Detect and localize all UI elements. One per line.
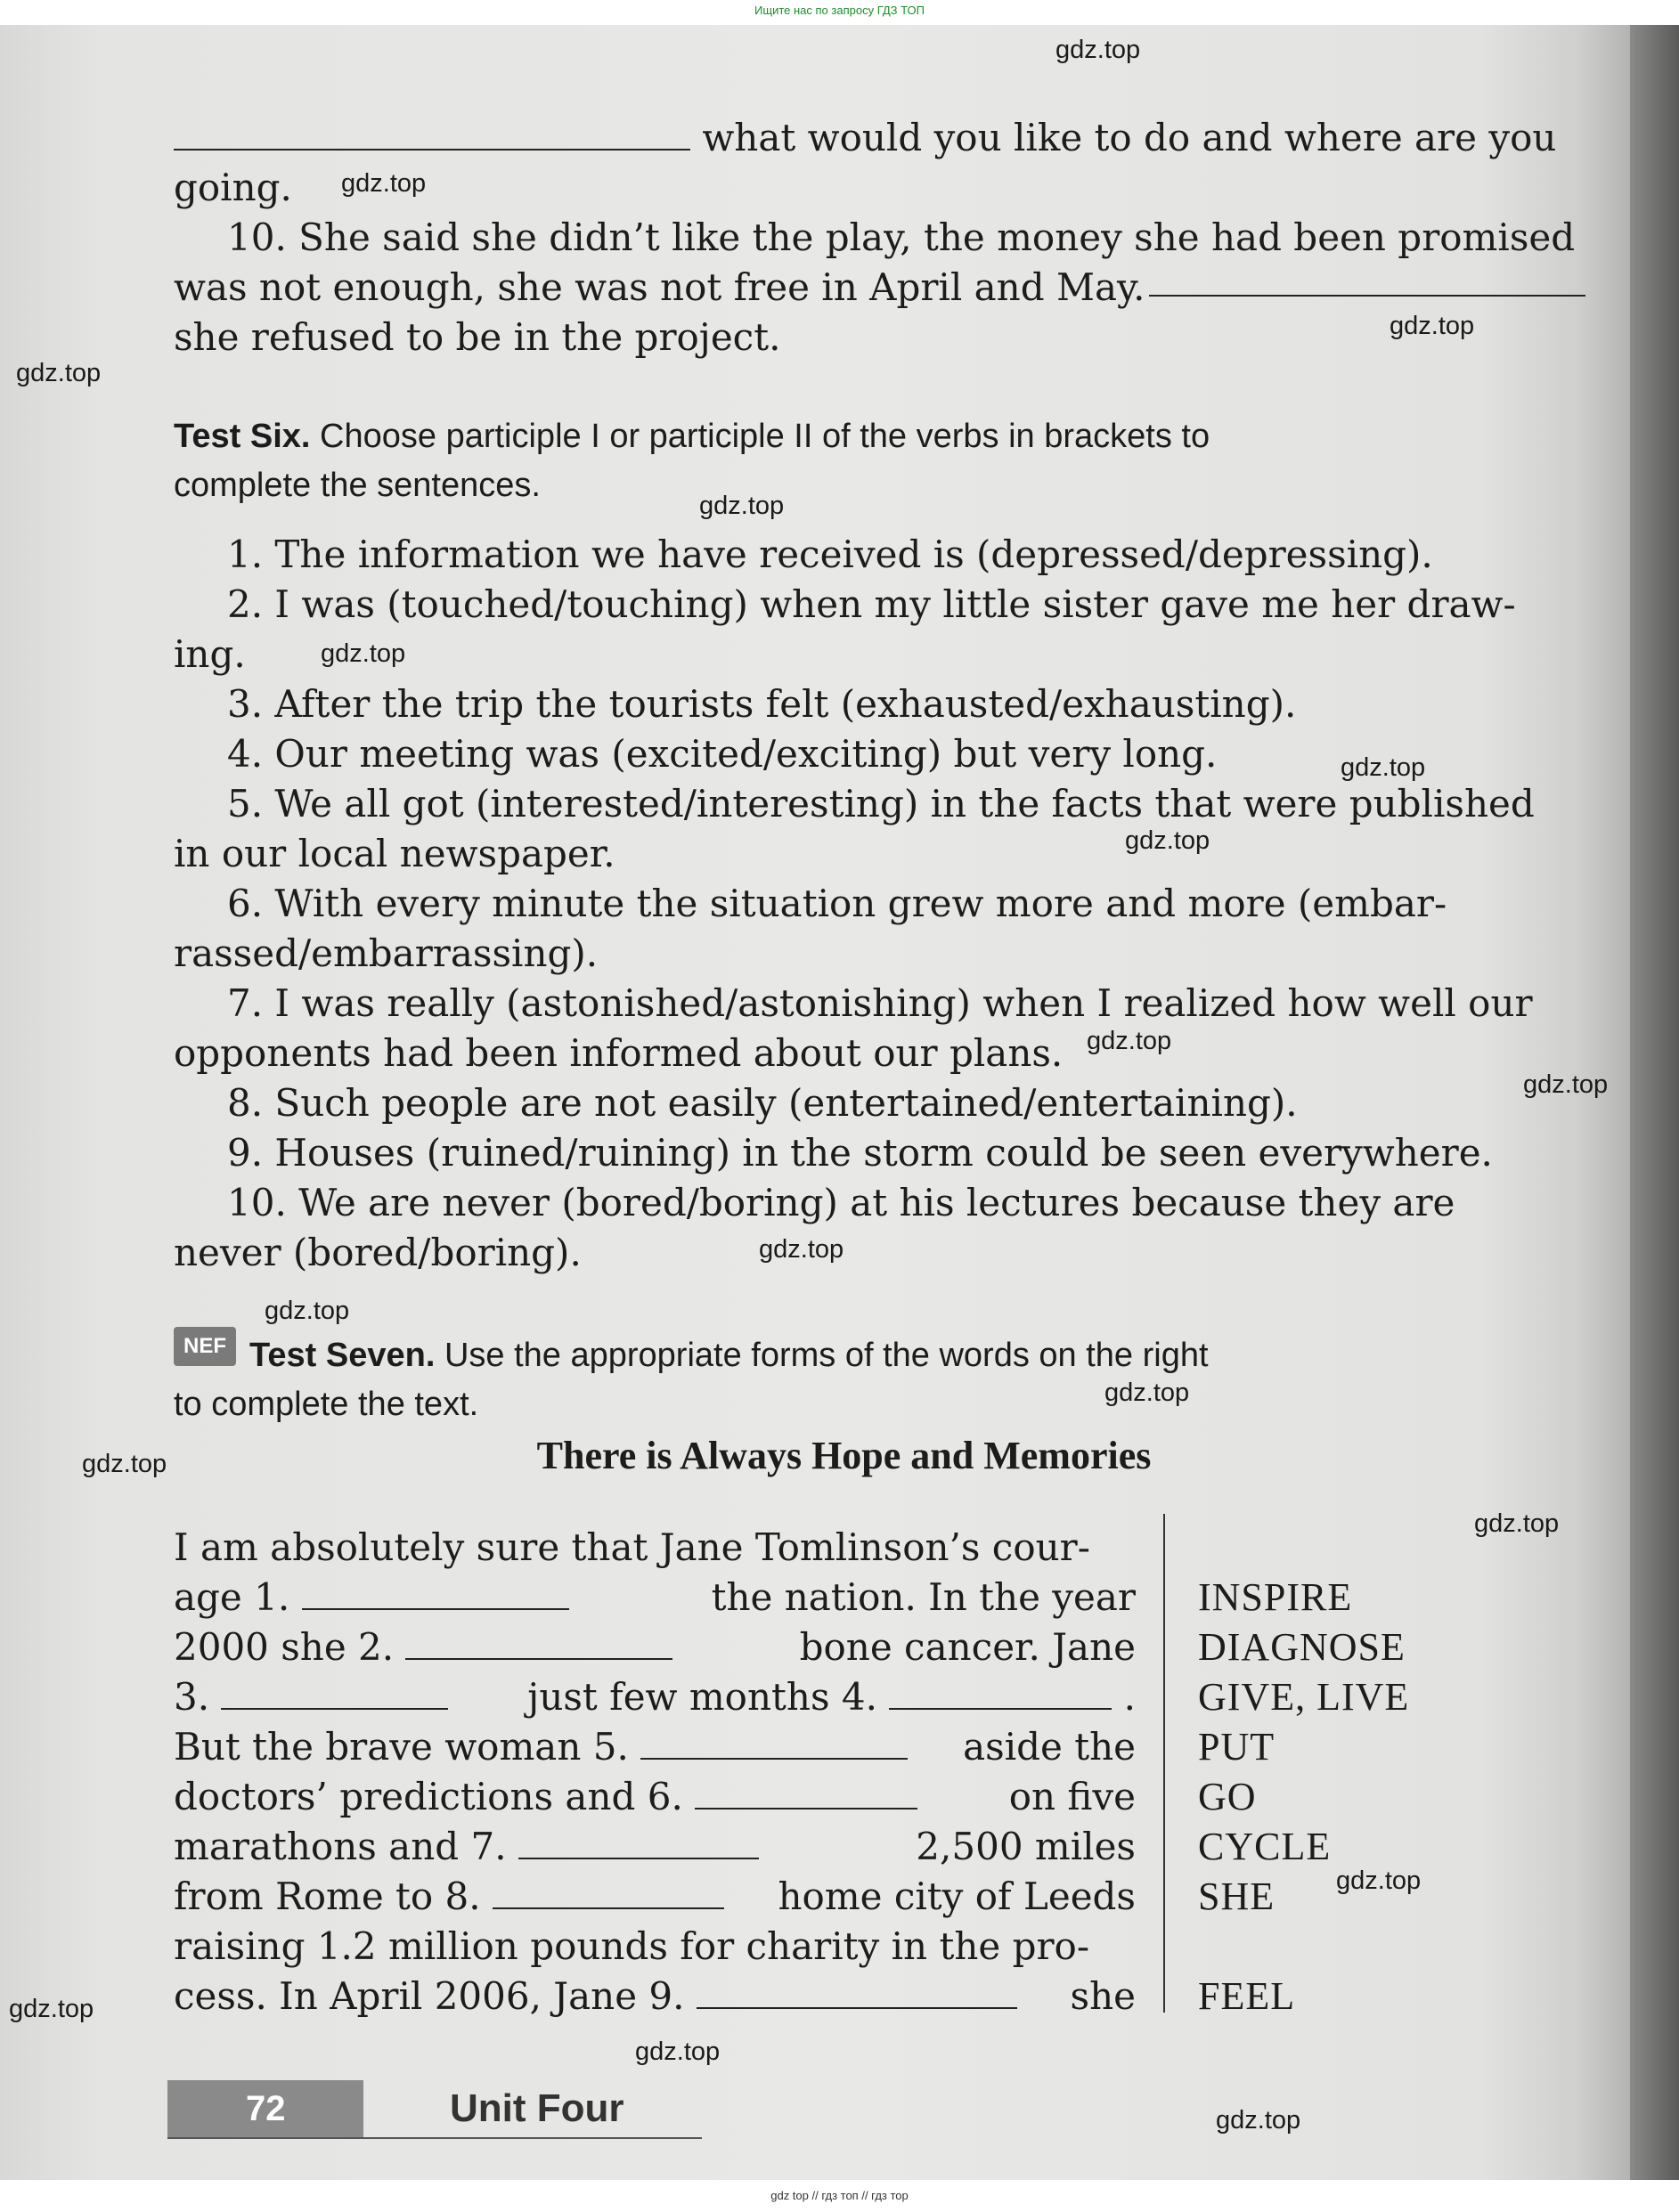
text-fragment: what would you like to do and where are you (702, 116, 1557, 159)
answer-blank-8[interactable] (493, 1875, 724, 1909)
text-fragment: just few months 4. (527, 1675, 877, 1719)
sentence-text: 2. I was (touched/touching) when my little sister gave me her draw- (227, 582, 1516, 626)
story-line (174, 1872, 1136, 1922)
answer-blank-7[interactable] (518, 1826, 759, 1859)
watermark: gdz.top (759, 1235, 844, 1264)
sentence-7 (174, 979, 1585, 1029)
watermark: gdz.top (1104, 1378, 1190, 1407)
test-six (174, 412, 1585, 1278)
answer-blank-3[interactable] (221, 1676, 448, 1710)
watermark: gdz.top (1523, 1070, 1609, 1099)
text-fragment: aside the (963, 1725, 1136, 1769)
text-fragment: But the brave woman 5. (174, 1725, 629, 1769)
story-line (174, 1972, 1136, 2021)
answer-blank[interactable] (1149, 263, 1585, 297)
test-seven (174, 1331, 1585, 1483)
text-line (174, 113, 1585, 163)
sentence-1: 1. The information we have received is (depressed/depressing). (227, 533, 1433, 576)
previous-exercise (174, 113, 1585, 362)
watermark: gdz.top (699, 492, 785, 520)
text-fragment: cess. In April 2006, Jane 9. (174, 1974, 685, 2018)
text-fragment: from Rome to 8. (174, 1875, 481, 1918)
word-cue: FEEL (1198, 1974, 1296, 2018)
sentence-7-cont: opponents had been informed about our plans. (174, 1031, 1064, 1075)
sentence-text: 6. With every minute the situation grew more and more (embar- (227, 882, 1447, 925)
word-cue: DIAGNOSE (1198, 1625, 1406, 1669)
word-cue: CYCLE (1198, 1825, 1332, 1868)
story-line: I am absolutely sure that Jane Tomlinson’s cour- (174, 1525, 1090, 1569)
sentence-text: 7. I was really (astonished/astonishing) when I realized how well our (227, 981, 1533, 1025)
watermark: gdz.top (1125, 826, 1210, 855)
test-six-title: Test Six. (174, 418, 311, 455)
text-line (174, 213, 1585, 263)
watermark: gdz.top (16, 359, 102, 387)
text-fragment: on five (1008, 1775, 1136, 1818)
word-cue: SHE (1198, 1875, 1276, 1918)
text-line: she refused to be in the project. (174, 315, 781, 359)
answer-blank-6[interactable] (695, 1776, 917, 1809)
watermark: gdz.top (265, 1297, 350, 1325)
story-line (174, 1672, 1136, 1722)
sentence-10-cont: never (bored/boring). (174, 1231, 582, 1274)
sentence-8: 8. Such people are not easily (entertained/entertaining). (227, 1081, 1298, 1125)
text-fragment: 2,500 miles (916, 1825, 1136, 1868)
instruction: Use the appropriate forms of the words on the right (444, 1337, 1209, 1374)
watermark: gdz.top (321, 639, 406, 668)
answer-blank[interactable] (174, 117, 690, 150)
word-cue: GIVE, LIVE (1198, 1675, 1410, 1719)
answer-blank-5[interactable] (640, 1726, 908, 1760)
sentence-2-cont: ing. (174, 632, 246, 676)
column-divider (1163, 1514, 1165, 2013)
test-six-heading (174, 412, 1585, 461)
test-seven-title: Test Seven. (249, 1337, 436, 1374)
answer-blank-9[interactable] (697, 1975, 1017, 2009)
word-cue: INSPIRE (1198, 1575, 1353, 1619)
sentence-text: 5. We all got (interested/interesting) in the facts that were published (227, 782, 1535, 825)
bottom-banner-link[interactable]: gdz top // гдз топ // гдз тор (770, 2189, 909, 2202)
story-line (174, 1622, 1136, 1672)
sentence-6 (174, 879, 1585, 929)
story-text (174, 1523, 1136, 2021)
sentence-3: 3. After the trip the tourists felt (exhausted/exhausting). (227, 682, 1297, 726)
test-seven-heading (174, 1331, 1585, 1380)
text-fragment: raising 1.2 million pounds for charity in the pro- (174, 1924, 1090, 1968)
text-fragment: . (1123, 1675, 1136, 1719)
story-line (174, 1822, 1136, 1872)
watermark: gdz.top (1390, 312, 1475, 340)
top-banner-link[interactable]: Ищите нас по запросу ГДЗ ТОП (754, 4, 925, 17)
text-fragment: doctors’ predictions and 6. (174, 1775, 683, 1818)
nef-badge: NEF (174, 1327, 236, 1366)
answer-blank-2[interactable] (405, 1626, 672, 1660)
text-line (174, 263, 1585, 313)
text-fragment: marathons and 7. (174, 1825, 507, 1868)
watermark: gdz.top (82, 1450, 167, 1478)
text-fragment: home city of Leeds (778, 1875, 1136, 1918)
answer-blank-1[interactable] (302, 1576, 569, 1610)
watermark: gdz.top (341, 169, 427, 198)
watermark: gdz.top (1336, 1866, 1422, 1895)
footer-divider (167, 2137, 702, 2139)
text-fragment: 2000 she 2. (174, 1625, 395, 1669)
word-cue: GO (1198, 1775, 1257, 1818)
sentence-4: 4. Our meeting was (excited/exciting) but very long. (227, 732, 1218, 776)
watermark: gdz.top (1087, 1027, 1172, 1055)
text-fragment: 3. (174, 1675, 210, 1719)
story-title: There is Always Hope and Memories (536, 1434, 1152, 1477)
story-line (174, 1722, 1136, 1772)
sentence-2 (174, 580, 1585, 630)
story-line (174, 1573, 1136, 1622)
unit-title: Unit Four (450, 2086, 624, 2130)
watermark: gdz.top (1474, 1509, 1560, 1538)
instruction-line-2: complete the sentences. (174, 467, 541, 504)
watermark: gdz.top (1216, 2106, 1301, 2135)
sentence-10: 10. She said she didn’t like the play, the money she had been promised (227, 216, 1576, 259)
sentence-6-cont: rassed/embarrassing). (174, 931, 599, 975)
instruction: Choose participle I or participle II of the verbs in brackets to (320, 418, 1210, 455)
instruction-line-2: to complete the text. (174, 1386, 479, 1423)
word-cue: PUT (1198, 1725, 1276, 1769)
book-spine-shadow (1630, 25, 1679, 2180)
watermark: gdz.top (635, 2037, 721, 2066)
sentence-text: 10. We are never (bored/boring) at his lectures because they are (227, 1181, 1455, 1224)
text-fragment: she (1070, 1974, 1136, 2018)
story-line (174, 1772, 1136, 1822)
watermark: gdz.top (1055, 36, 1141, 64)
text-fragment: bone cancer. Jane (799, 1625, 1136, 1669)
text-fragment: was not enough, she was not free in April and May. (174, 265, 1145, 309)
text-fragment: age 1. (174, 1575, 290, 1619)
text-fragment: the nation. In the year (711, 1575, 1136, 1619)
page-number: 72 (167, 2080, 363, 2137)
sentence-5 (174, 779, 1585, 829)
watermark: gdz.top (1341, 753, 1426, 782)
story-line (174, 1922, 1136, 1972)
text-line: going. (174, 166, 292, 209)
sentence-10 (174, 1178, 1585, 1228)
sentence-9: 9. Houses (ruined/ruining) in the storm could be seen everywhere. (227, 1131, 1493, 1175)
answer-blank-4[interactable] (889, 1676, 1112, 1710)
sentence-5-cont: in our local newspaper. (174, 832, 615, 875)
watermark: gdz.top (9, 1995, 94, 2023)
